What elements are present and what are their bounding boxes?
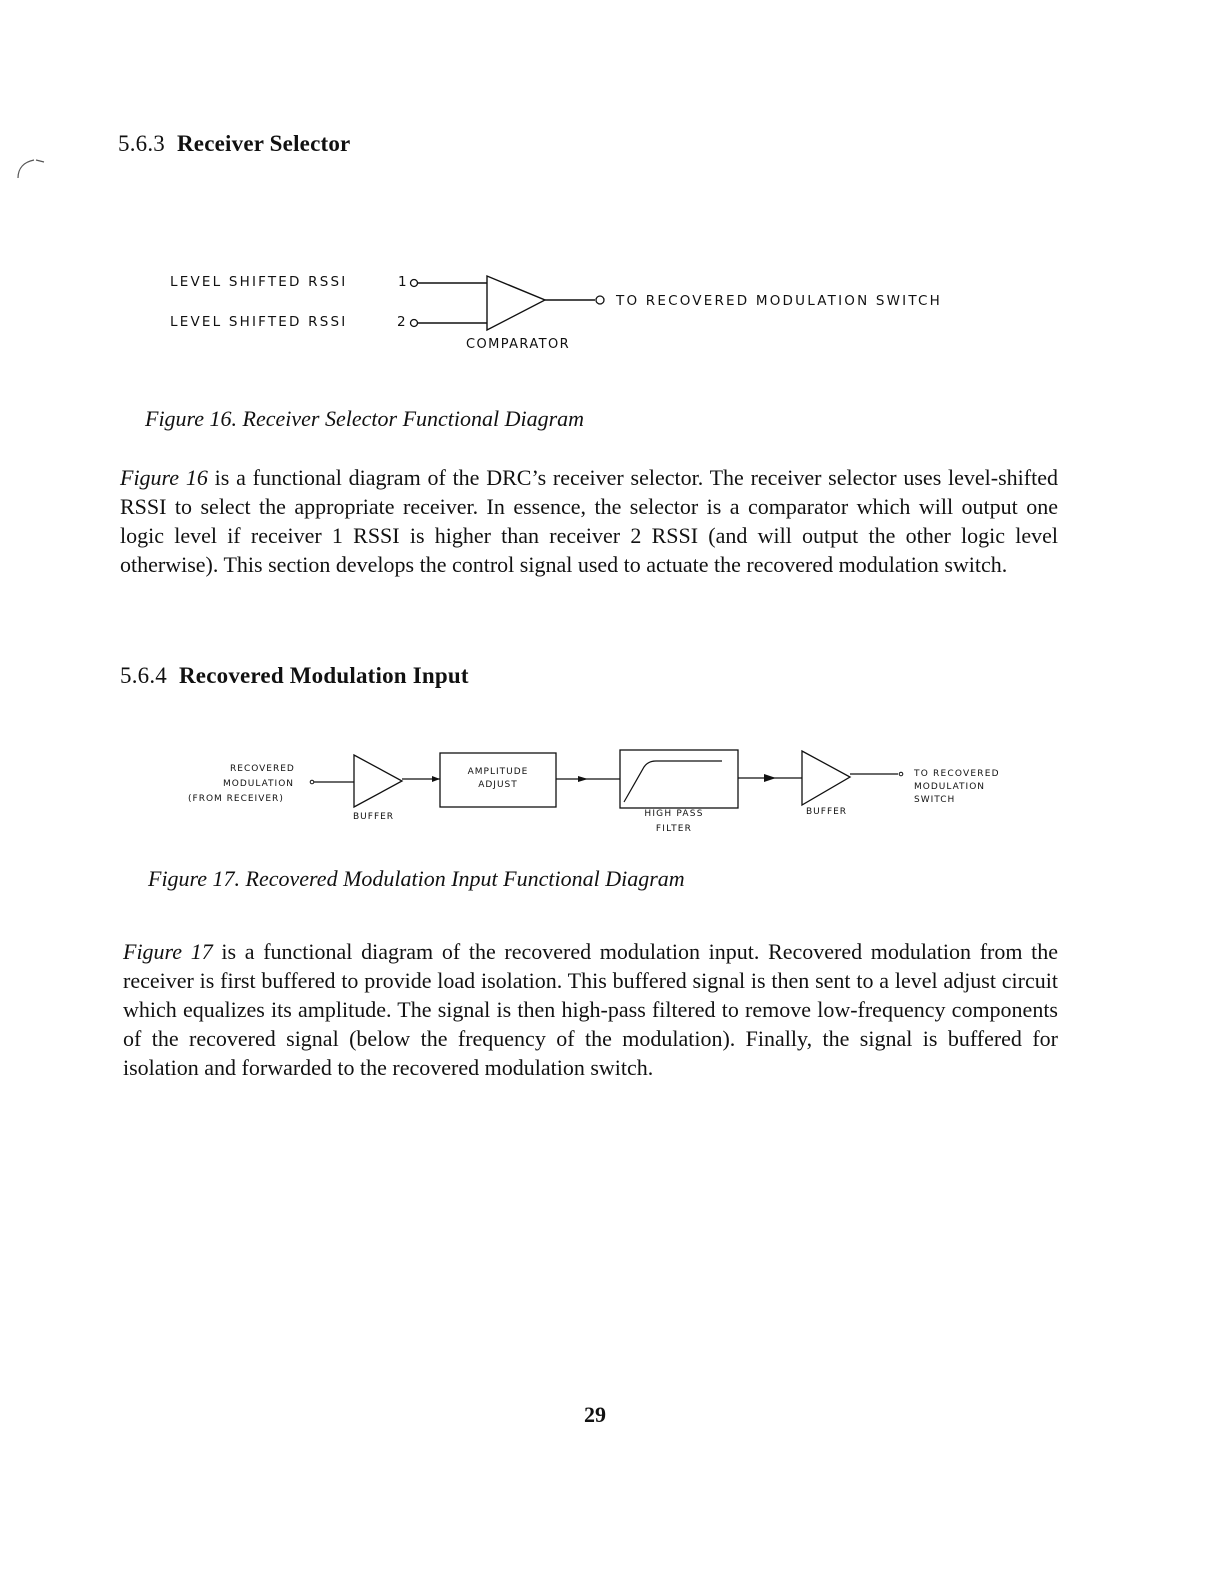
output-terminal <box>899 772 903 776</box>
input2-terminal <box>411 320 418 327</box>
hpf-label-line2: FILTER <box>655 824 693 834</box>
input1-pin: 1 <box>398 274 407 290</box>
paragraph-body: is a functional diagram of the DRC’s receiver selector. The receiver selector uses level-shifted RSSI to select the appropriate receiver. In essence, the selector is a comparator which will output one logic level if receiver 1 RSSI is higher than receiver 2 RSSI (and will output the other logic level otherwise). This section develops the control signal used to actuate the recovered modulation switch. <box>120 465 1058 577</box>
page-number: 29 <box>584 1402 606 1427</box>
filter-response-curve <box>624 761 722 802</box>
amp-label-line1: AMPLITUDE <box>467 767 529 777</box>
input1-terminal <box>411 280 418 287</box>
figure-16-reference: Figure 16 <box>120 465 208 490</box>
paragraph-recovered-modulation <box>123 937 1058 1082</box>
input-label-line3: (FROM RECEIVER) <box>188 794 284 804</box>
arrow-head <box>578 776 588 782</box>
figure-17-reference: Figure 17 <box>123 939 213 964</box>
input-label-line2: MODULATION <box>223 779 295 789</box>
input1-label: LEVEL SHIFTED RSSI <box>170 274 348 290</box>
amp-label-line2: ADJUST <box>478 780 518 790</box>
output-label-line2: MODULATION <box>914 782 986 792</box>
figure-17-caption: Figure 17. Recovered Modulation Input Functional Diagram <box>148 866 685 891</box>
input-terminal <box>310 780 314 784</box>
section-number: 5.6.4 <box>120 663 167 688</box>
buffer-1-label: BUFFER <box>353 812 395 822</box>
buffer-2-symbol <box>802 751 850 805</box>
section-heading-5-6-3 <box>118 131 350 157</box>
section-heading-5-6-4 <box>120 663 469 689</box>
input2-label: LEVEL SHIFTED RSSI <box>170 314 348 330</box>
input-label-line1: RECOVERED <box>230 764 295 774</box>
section-title: Receiver Selector <box>177 131 351 156</box>
scan-mark <box>10 150 50 190</box>
section-number: 5.6.3 <box>118 131 165 156</box>
arrow-head <box>764 774 776 782</box>
output-label: TO RECOVERED MODULATION SWITCH <box>616 293 942 309</box>
buffer-2-label: BUFFER <box>806 807 848 817</box>
hpf-label-line1: HIGH PASS <box>644 809 704 819</box>
buffer-1-symbol <box>354 755 402 807</box>
output-label-line1: TO RECOVERED <box>914 769 1000 779</box>
section-title: Recovered Modulation Input <box>179 663 469 688</box>
figure-16-diagram <box>0 260 1224 360</box>
arrow-head <box>432 776 440 782</box>
output-terminal <box>596 296 604 304</box>
comparator-symbol <box>487 276 545 330</box>
paragraph-body: is a functional diagram of the recovered modulation input. Recovered modulation from the receiver is first buffered to provide load isolation. This buffered signal is then sent to a level adjust circuit which equalizes its amplitude. The signal is then high-pass filtered to remove low-frequency components of the recovered signal (below the frequency of the modulation). Finally, the signal is buffered for isolation and forwarded to the recovered modulation switch. <box>123 939 1059 1080</box>
input2-pin: 2 <box>397 314 406 330</box>
paragraph-receiver-selector <box>120 463 1058 579</box>
figure-17-diagram <box>0 745 1224 845</box>
comparator-label: COMPARATOR <box>466 337 571 352</box>
output-label-line3: SWITCH <box>914 795 956 805</box>
figure-16-caption: Figure 16. Receiver Selector Functional Diagram <box>145 406 585 431</box>
